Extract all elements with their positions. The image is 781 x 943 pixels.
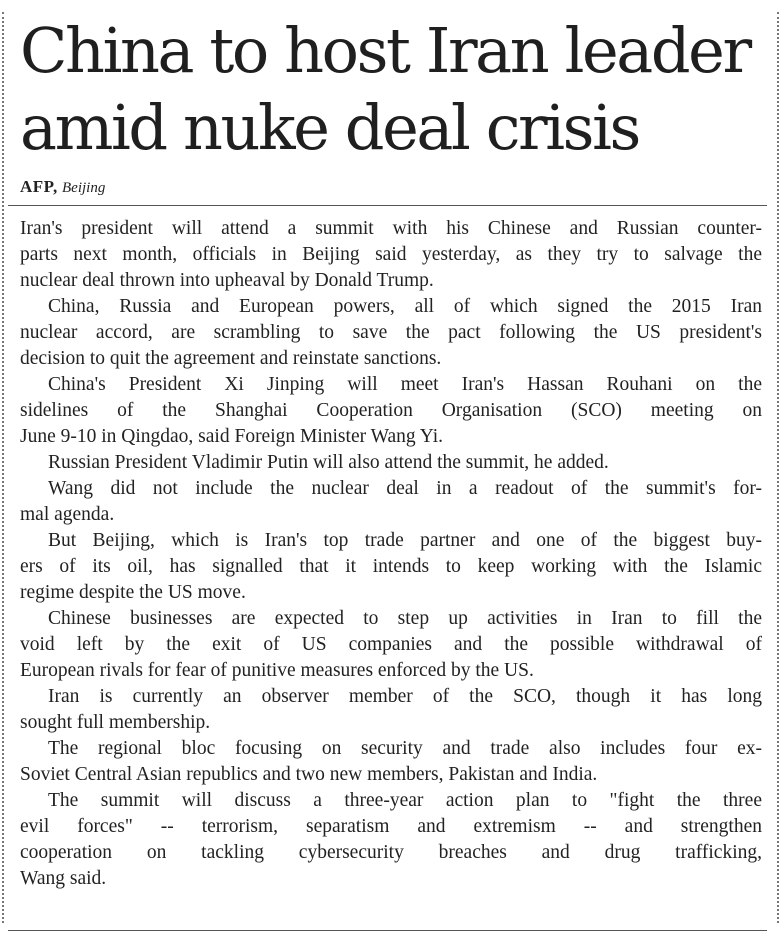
- article-line: sidelines of the Shanghai Cooperation Organisation (SCO) meeting on: [20, 400, 762, 421]
- article-line: void left by the exit of US companies and the possible withdrawal of: [20, 634, 762, 655]
- bottom-divider: [8, 930, 767, 931]
- article-line: nuclear accord, are scrambling to save the pact following the US president's: [20, 322, 762, 343]
- article-line: mal agenda.: [20, 504, 115, 525]
- article-line: Iran's president will attend a summit with his Chinese and Russian counter-: [20, 218, 762, 239]
- headline-line-1: China to host Iran leader: [20, 14, 750, 87]
- article-line: ers of its oil, has signalled that it intends to keep working with the Islamic: [20, 556, 762, 577]
- top-divider: [8, 205, 767, 206]
- article-line: Iran is currently an observer member of the SCO, though it has long: [48, 686, 762, 707]
- headline: [20, 12, 770, 166]
- byline: [20, 176, 105, 199]
- article-line: evil forces" -- terrorism, separatism and extremism -- and strengthen: [20, 816, 762, 837]
- article-line: But Beijing, which is Iran's top trade partner and one of the biggest buy-: [48, 530, 762, 551]
- article-line: Soviet Central Asian republics and two new members, Pakistan and India.: [20, 764, 598, 785]
- article-line: European rivals for fear of punitive measures enforced by the US.: [20, 660, 534, 681]
- article-line: The regional bloc focusing on security and trade also includes four ex-: [48, 738, 762, 759]
- article-line: parts next month, officials in Beijing said yesterday, as they try to salvage the: [20, 244, 762, 265]
- article-line: Chinese businesses are expected to step up activities in Iran to fill the: [48, 608, 762, 629]
- article-line: Wang said.: [20, 868, 107, 889]
- article-line: cooperation on tackling cybersecurity breaches and drug trafficking,: [20, 842, 762, 863]
- article-line: sought full membership.: [20, 712, 211, 733]
- article-body: [20, 216, 762, 892]
- article-line: Wang did not include the nuclear deal in a readout of the summit's for-: [48, 478, 762, 499]
- byline-agency: AFP,: [20, 177, 58, 196]
- article-line: Russian President Vladimir Putin will also attend the summit, he added.: [48, 452, 609, 473]
- right-dotted-border: [777, 12, 779, 923]
- article-line: regime despite the US move.: [20, 582, 246, 603]
- article-line: The summit will discuss a three-year action plan to "fight the three: [48, 790, 762, 811]
- left-dotted-border: [2, 12, 4, 923]
- article-line: nuclear deal thrown into upheaval by Donald Trump.: [20, 270, 434, 291]
- headline-line-2: amid nuke deal crisis: [20, 91, 639, 164]
- byline-place: Beijing: [62, 180, 106, 196]
- article-line: China, Russia and European powers, all of which signed the 2015 Iran: [48, 296, 762, 317]
- article-line: China's President Xi Jinping will meet Iran's Hassan Rouhani on the: [48, 374, 762, 395]
- article-line: June 9-10 in Qingdao, said Foreign Minister Wang Yi.: [20, 426, 444, 447]
- article-line: decision to quit the agreement and reinstate sanctions.: [20, 348, 442, 369]
